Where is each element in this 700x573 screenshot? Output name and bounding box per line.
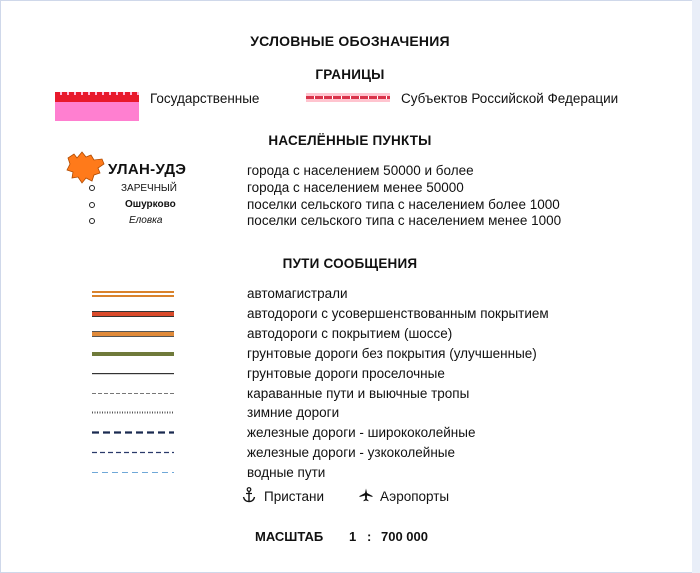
settlement-example-small-village: Еловка — [129, 215, 163, 226]
legend-title: УСЛОВНЫЕ ОБОЗНАЧЕНИЯ — [250, 33, 450, 49]
route-label-improved-dirt-road: грунтовые дороги без покрытия (улучшенные) — [247, 346, 537, 361]
route-line-waterway — [92, 469, 174, 477]
state-border-symbol — [55, 92, 139, 121]
route-label-narrow-gauge-railway: железные дороги - узкоколейные — [247, 445, 456, 460]
route-line-broad-gauge-railway — [92, 429, 174, 437]
state-border-label: Государственные — [150, 91, 260, 106]
settlement-label-small-village: поселки сельского типа с населением менее 1000 — [247, 213, 562, 228]
settlement-example-small-city: ЗАРЕЧНЫЙ — [121, 183, 177, 194]
scale-label: МАСШТАБ — [255, 529, 324, 544]
city-blob-icon — [64, 148, 110, 186]
anchor-icon — [242, 487, 256, 503]
airplane-icon — [359, 488, 373, 502]
settlements-heading: НАСЕЛЁННЫЕ ПУНКТЫ — [268, 133, 432, 148]
settlement-example-large-village: Ошурково — [125, 199, 176, 210]
route-label-waterway: водные пути — [247, 465, 326, 480]
pier-label: Пристани — [264, 489, 325, 504]
route-line-narrow-gauge-railway — [92, 449, 174, 457]
settlement-example-large-city: УЛАН-УДЭ — [108, 161, 187, 178]
small-city-dot-icon — [89, 185, 95, 191]
route-label-paved-highway: автодороги с покрытием (шоссе) — [247, 326, 453, 341]
settlement-label-large-village: поселки сельского типа с населением более 1000 — [247, 197, 560, 212]
route-line-improved-road — [92, 310, 174, 318]
subject-border-symbol — [306, 93, 390, 102]
scale-colon: : — [367, 529, 372, 544]
routes-heading: ПУТИ СООБЩЕНИЯ — [282, 256, 418, 271]
settlement-label-small-city: города с населением менее 50000 — [247, 180, 464, 195]
subject-border-label: Субъектов Российской Федерации — [401, 91, 619, 106]
route-label-country-road: грунтовые дороги проселочные — [247, 366, 445, 381]
route-line-motorway — [92, 290, 174, 298]
route-label-winter-road: зимние дороги — [247, 405, 340, 420]
small-village-dot-icon — [89, 218, 95, 224]
route-label-motorway: автомагистрали — [247, 286, 348, 301]
route-line-paved-highway — [92, 330, 174, 338]
route-label-improved-road: автодороги с усовершенствованным покрытием — [247, 306, 549, 321]
borders-heading: ГРАНИЦЫ — [315, 67, 385, 82]
route-line-winter-road — [92, 409, 174, 417]
route-line-country-road — [92, 370, 174, 378]
route-line-improved-dirt-road — [92, 350, 174, 358]
route-line-caravan-trail — [92, 390, 174, 398]
route-label-broad-gauge-railway: железные дороги - ширококолейные — [247, 425, 476, 440]
legend-edge — [692, 0, 700, 573]
scale-ratio-right: 700 000 — [381, 529, 428, 544]
scale-ratio-left: 1 — [349, 529, 357, 544]
settlement-label-large-city: города с населением 50000 и более — [247, 163, 474, 178]
large-village-dot-icon — [89, 202, 95, 208]
route-label-caravan-trail: караванные пути и выючные тропы — [247, 386, 470, 401]
airport-label: Аэропорты — [380, 489, 450, 504]
